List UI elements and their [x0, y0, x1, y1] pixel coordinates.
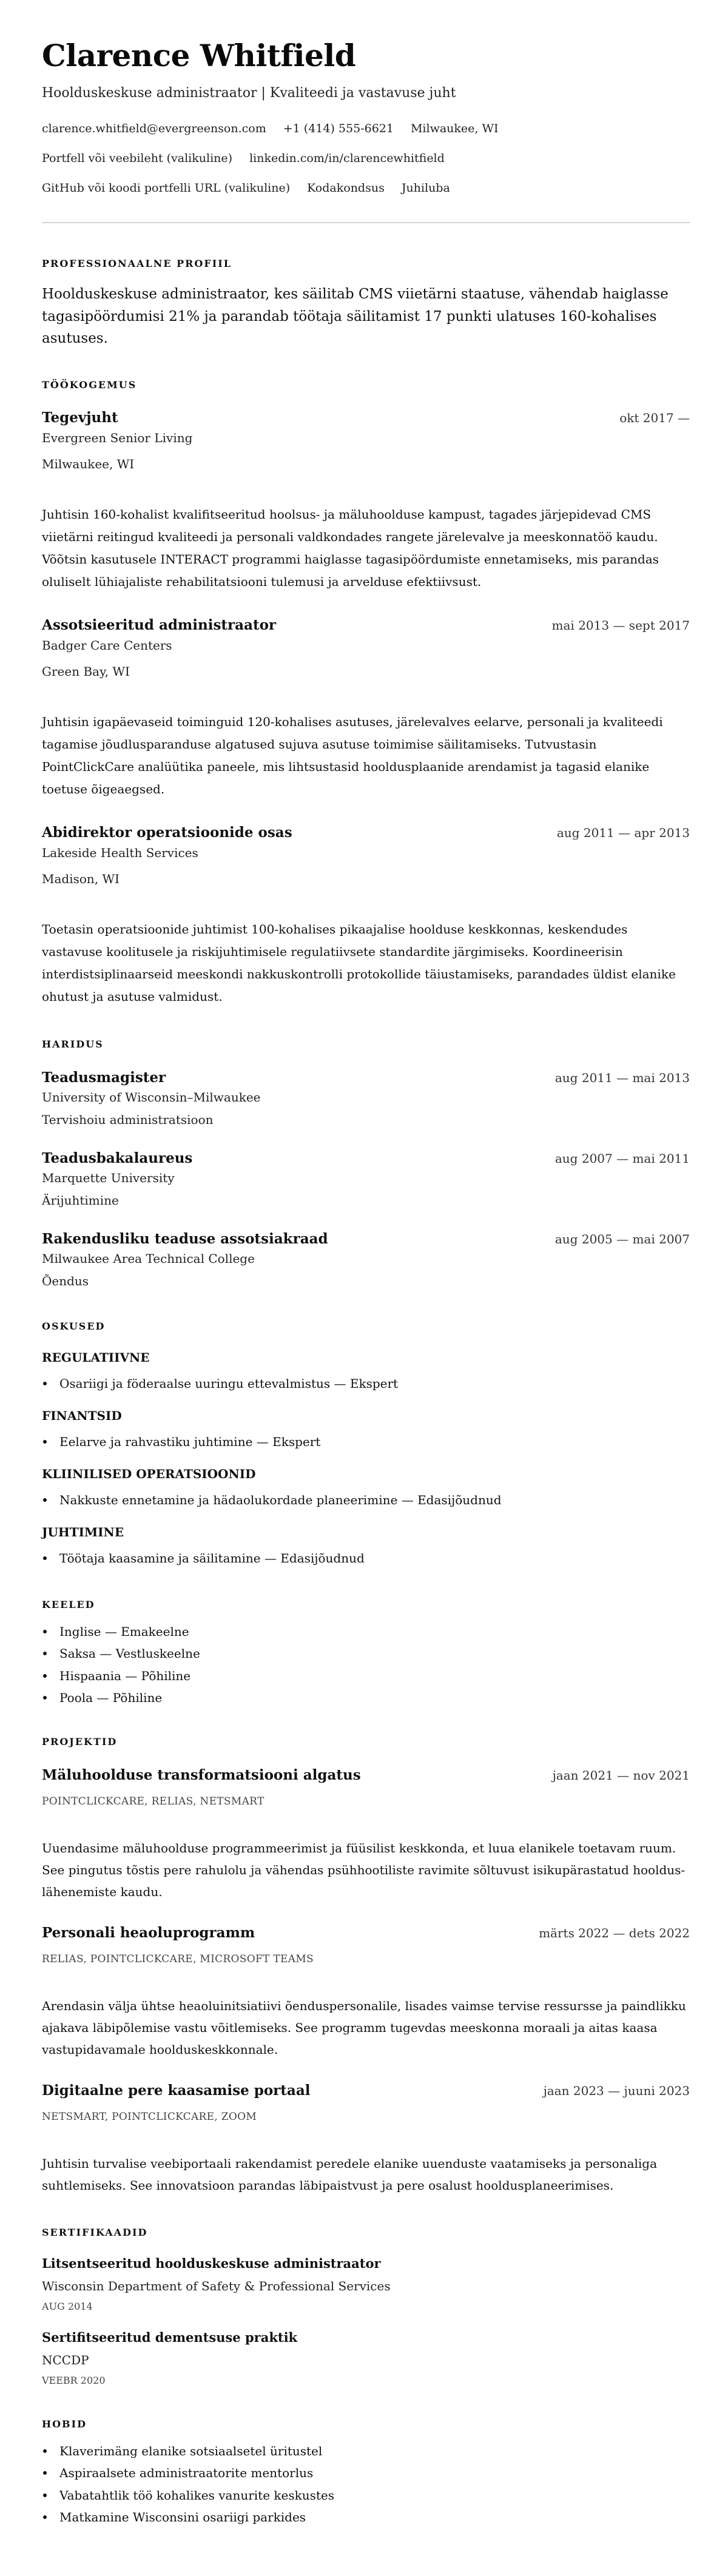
- hobby-item: Klaverimäng elanike sotsiaalsetel üritustel: [42, 2440, 690, 2463]
- contact-row: [42, 144, 690, 173]
- language-item: Poola — Põhiline: [42, 1687, 690, 1709]
- contact-location: Milwaukee, WI: [410, 122, 499, 135]
- education-dates: aug 2007 — mai 2011: [554, 1151, 690, 1166]
- language-item: Hispaania — Põhiline: [42, 1665, 690, 1687]
- degree: Rakendusliku teaduse assotsiakraad: [42, 1230, 328, 1247]
- job-company: Badger Care Centers: [42, 637, 172, 653]
- education-dates: aug 2005 — mai 2007: [554, 1231, 690, 1246]
- section-heading: KEELED: [42, 1598, 95, 1610]
- hobby-item: Aspiraalsete administraatorite mentorlus: [42, 2462, 690, 2484]
- school: Milwaukee Area Technical College: [42, 1251, 255, 1266]
- project-description: Uuendasime mäluhoolduse programmeerimist ja füüsilist keskkonda, et luua elanikele toetavam ruum. See pingutus tõstis pere rahulolu ja vähendas psühhootiliste ravimite sõltuvust isikupärastatud hoolduslähenemiste kaudu.: [42, 1840, 686, 1899]
- contact-citizenship: Kodakondsus: [307, 181, 385, 195]
- profile-text: Hoolduskeskuse administraator, kes säilitab CMS viietärni staatuse, vähendab haiglasse tagasipöördumisi 21% ja parandab töötaja säilitamist 17 punkti ulatuses 160-kohalises asutuses.: [42, 286, 669, 346]
- contact-linkedin[interactable]: linkedin.com/in/clarencewhitfield: [249, 152, 445, 165]
- job-entry: [42, 616, 690, 801]
- contact-row: [42, 114, 690, 144]
- skill-category: FINANTSID: [42, 1408, 122, 1423]
- field-of-study: Tervishoiu administratsioon: [42, 1112, 214, 1127]
- field-of-study: Ärijuhtimine: [42, 1192, 119, 1208]
- project-description: Juhtisin turvalise veebiportaali rakendamist peredele elanike uuenduste vaatamiseks ja personaliga suhtlemiseks. See innovatsioon parandas läbipaistvust ja pere osalust hooldusplaneerimises.: [42, 2156, 658, 2193]
- education-entry: [42, 1069, 690, 1129]
- project-title: Personali heaoluprogramm: [42, 1924, 255, 1941]
- certification-issuer: Wisconsin Department of Safety & Professional Services: [42, 2278, 391, 2293]
- contact-info: [42, 114, 690, 203]
- section-heading: HARIDUS: [42, 1038, 104, 1050]
- skill-category: JUHTIMINE: [42, 1524, 124, 1539]
- certification-date: AUG 2014: [42, 2300, 93, 2312]
- job-entry: [42, 824, 690, 1008]
- project-tech: NETSMART, POINTCLICKCARE, ZOOM: [42, 2110, 257, 2123]
- degree: Teadusbakalaureus: [42, 1149, 193, 1166]
- skills-section: [42, 1320, 690, 1567]
- candidate-headline: Hoolduskeskuse administraator | Kvaliteedi ja vastavuse juht: [42, 86, 456, 101]
- certification-entry: [42, 2255, 690, 2314]
- project-entry: [42, 1924, 690, 2060]
- field-of-study: Õendus: [42, 1273, 89, 1288]
- education-section: [42, 1038, 690, 1290]
- profile-section: [42, 258, 690, 350]
- job-title: Abidirektor operatsioonide osas: [42, 824, 292, 841]
- project-title: Mäluhoolduse transformatsiooni algatus: [42, 1766, 361, 1783]
- job-location: Madison, WI: [42, 871, 120, 886]
- project-entry: [42, 1766, 690, 1903]
- certifications-section: [42, 2227, 690, 2388]
- contact-license: Juhiluba: [401, 181, 450, 195]
- job-description: Juhtisin 160-kohalist kvalifitseeritud hoolsus- ja mäluhoolduse kampust, tagades järjepidevad CMS viietärni reitingud kvaliteedi ja personali valdkondades rangete järelevalve ja meeskonnatöö kaudu. Võõtsin kasutusele INTERACT programmi haiglasse tagasipöördumiste ennetamiseks, mis parandas oluliselt lühiajaliste rehabilitatsiooni tulemusi ja arvelduse efektiivsust.: [42, 506, 659, 589]
- project-tech: POINTCLICKCARE, RELIAS, NETSMART: [42, 1795, 265, 1808]
- skill-item: Nakkuste ennetamine ja hädaolukordade planeerimine — Edasijõudnud: [42, 1491, 690, 1508]
- job-title: Tegevjuht: [42, 409, 118, 426]
- certification-title: Sertifitseeritud dementsuse praktik: [42, 2329, 298, 2345]
- skill-item: Eelarve ja rahvastiku juhtimine — Ekspert: [42, 1433, 690, 1450]
- project-dates: märts 2022 — dets 2022: [539, 1925, 690, 1940]
- project-dates: jaan 2023 — juuni 2023: [543, 2083, 690, 2098]
- job-dates: mai 2013 — sept 2017: [551, 617, 690, 633]
- job-title: Assotsieeritud administraator: [42, 616, 277, 633]
- contact-row: [42, 173, 690, 203]
- section-heading: PROFESSIONAALNE PROFIIL: [42, 258, 232, 269]
- job-company: Lakeside Health Services: [42, 845, 198, 860]
- projects-section: [42, 1736, 690, 2196]
- section-heading: PROJEKTID: [42, 1735, 118, 1747]
- contact-phone[interactable]: +1 (414) 555-6621: [283, 122, 394, 135]
- job-description: Juhtisin igapäevaseid toiminguid 120-kohalises asutuses, järelevalves eelarve, personali ja kvaliteedi tagamise jõudlusparanduse algatused sujuva asutuse toimimise säilitamiseks. Tutvustasin PointClickCare analüütika paneele, mis lihtsustasid hooldusplaanide arendamist ja tagasid elanike toetuse õigeaegsed.: [42, 714, 663, 796]
- section-heading: HOBID: [42, 2418, 87, 2430]
- section-heading: SERTIFIKAADID: [42, 2226, 148, 2238]
- skill-category: REGULATIIVNE: [42, 1350, 150, 1365]
- experience-section: [42, 379, 690, 1008]
- school: Marquette University: [42, 1170, 175, 1185]
- project-description: Arendasin välja ühtse heaoluinitsiatiivi õenduspersonalile, lisades vaimse tervise ressursse ja paindlikku ajakava läbipõlemise vastu võitlemiseks. See programm tugevdas meeskonna moraali ja aitas kaasa vastupidavamale hoolduskeskkonnale.: [42, 1998, 686, 2057]
- hobbies-section: [42, 2418, 690, 2529]
- skill-category: KLIINILISED OPERATSIOONID: [42, 1466, 256, 1481]
- job-entry: [42, 409, 690, 593]
- education-entry: [42, 1230, 690, 1290]
- project-entry: [42, 2082, 690, 2196]
- skill-item: Töötaja kaasamine ja säilitamine — Edasijõudnud: [42, 1550, 690, 1567]
- certification-date: VEEBR 2020: [42, 2374, 106, 2386]
- resume-header: [42, 39, 690, 203]
- contact-email[interactable]: clarence.whitfield@evergreenson.com: [42, 122, 266, 135]
- school: University of Wisconsin–Milwaukee: [42, 1089, 261, 1105]
- hobby-item: Vabatahtlik töö kohalikes vanurite keskustes: [42, 2484, 690, 2507]
- languages-section: [42, 1599, 690, 1709]
- language-item: Inglise — Emakeelne: [42, 1621, 690, 1643]
- skill-item: Osariigi ja föderaalse uuringu ettevalmistus — Ekspert: [42, 1375, 690, 1392]
- header-divider: [42, 222, 690, 223]
- contact-portfolio[interactable]: Portfell või veebileht (valikuline): [42, 152, 233, 165]
- degree: Teadusmagister: [42, 1069, 166, 1086]
- certification-issuer: NCCDP: [42, 2352, 89, 2367]
- certification-entry: [42, 2329, 690, 2388]
- certification-title: Litsentseeritud hoolduskeskuse administraator: [42, 2255, 381, 2271]
- hobby-item: Matkamine Wisconsini osariigi parkides: [42, 2506, 690, 2529]
- job-location: Milwaukee, WI: [42, 456, 135, 471]
- education-entry: [42, 1149, 690, 1209]
- education-dates: aug 2011 — mai 2013: [554, 1070, 690, 1085]
- job-dates: okt 2017 —: [619, 410, 690, 425]
- project-title: Digitaalne pere kaasamise portaal: [42, 2082, 311, 2099]
- job-description: Toetasin operatsioonide juhtimist 100-kohalises pikaajalise hoolduse keskkonnas, keskendudes vastavuse koolitusele ja riskijuhtimisele regulatiivsete standardite järgimiseks. Koordineerisin interdistsiplinaarseid meeskondi nakkuskontrolli protokollide täiustamiseks, parandades üldist elanike ohutust ja asutuse valmidust.: [42, 921, 676, 1004]
- contact-github[interactable]: GitHub või koodi portfelli URL (valikuline): [42, 181, 291, 195]
- section-heading: TÖÖKOGEMUS: [42, 378, 137, 391]
- project-dates: jaan 2021 — nov 2021: [552, 1767, 690, 1783]
- job-company: Evergreen Senior Living: [42, 430, 193, 445]
- candidate-name: Clarence Whitfield: [42, 38, 356, 73]
- project-tech: RELIAS, POINTCLICKCARE, MICROSOFT TEAMS: [42, 1952, 314, 1965]
- job-dates: aug 2011 — apr 2013: [556, 825, 690, 840]
- job-location: Green Bay, WI: [42, 664, 130, 679]
- language-item: Saksa — Vestluskeelne: [42, 1643, 690, 1665]
- section-heading: OSKUSED: [42, 1320, 106, 1332]
